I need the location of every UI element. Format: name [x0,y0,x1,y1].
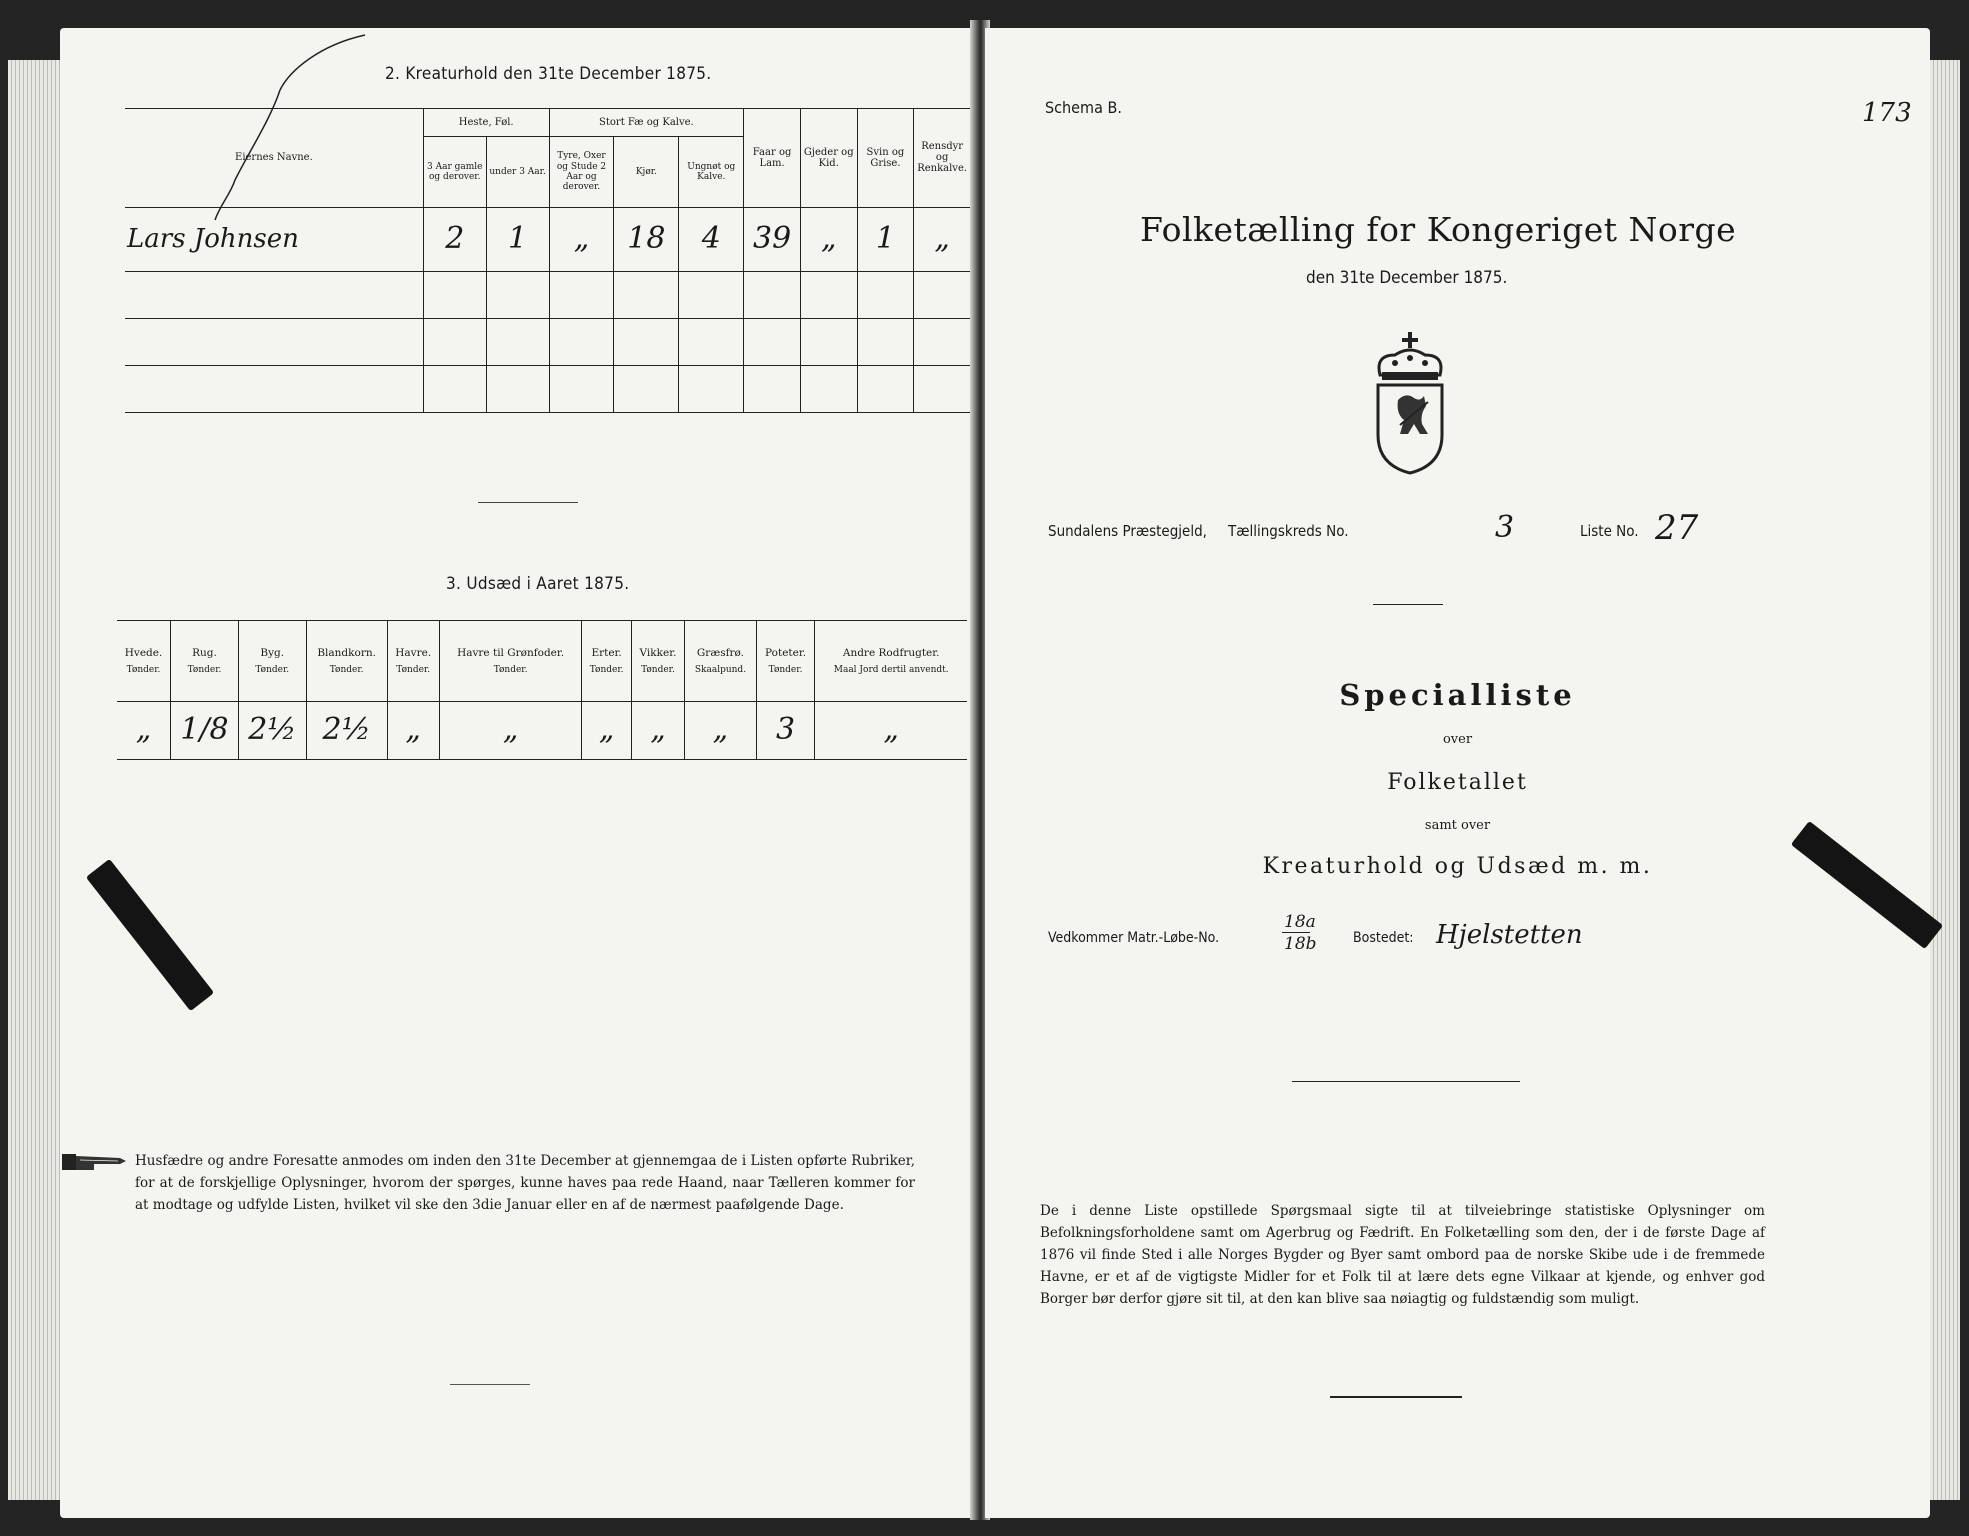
faar-header: Faar og Lam. [744,109,801,208]
seed-header-name: Erter. [591,646,622,659]
matr-label: Vedkommer Matr.-Løbe-No. [1048,930,1220,946]
liste-label: Liste No. [1580,522,1639,540]
stort-a-header: Tyre, Oxer og Stude 2 Aar og derover. [549,137,614,207]
section2-title: 2. Kreaturhold den 31te December 1875. [385,64,712,84]
seed-header [631,621,684,702]
seed-header-unit: Tønder. [641,664,675,675]
over-text: over [1442,732,1473,747]
seed-header-name: Byg. [260,646,285,659]
section3-title: 3. Udsæd i Aaret 1875. [446,574,630,594]
matr-value-top: 18a [1284,912,1316,932]
seed-header-unit: Tønder. [126,664,161,675]
heste-a-cell: 2 [423,207,486,272]
seed-header-unit: Tønder. [768,664,803,675]
rensdyr-cell: „ [914,207,970,272]
svin-cell: 1 [857,207,914,272]
seed-header-name: Poteter. [765,646,807,659]
table-row [117,701,967,759]
fraction-line [1282,932,1310,933]
table-row [125,366,970,413]
seed-header-name: Blandkorn. [317,646,376,659]
seed-header [387,621,439,702]
bostedet-label: Bostedet: [1353,930,1414,946]
rensdyr-header: Rensdyr og Renkalve. [914,109,970,208]
divider [1373,604,1443,605]
folketallet-heading: Folketallet [1387,770,1528,795]
seed-header-unit: Skaalpund. [694,664,747,675]
matr-value-bottom: 18b [1284,934,1317,954]
right-page-edges [1930,60,1960,1500]
bostedet-value: Hjelstetten [1436,920,1583,950]
gjeder-header: Gjeder og Kid. [800,109,857,208]
seed-value-cell: „ [439,701,582,759]
liste-value: 27 [1655,508,1699,548]
seed-header-name: Rug. [192,646,217,659]
seed-header [756,621,815,702]
samt-over-text: samt over [1424,818,1491,833]
gjeder-cell: „ [800,207,857,272]
divider [1292,1081,1520,1082]
kreatur-heading: Kreaturhold og Udsæd m. m. [1262,854,1653,879]
kreds-label: Tællingskreds No. [1228,522,1349,540]
stort-b-header: Kjør. [614,137,679,207]
stort-b-cell: 18 [614,207,679,272]
seed-header [238,621,306,702]
stort-header: Stort Fæ og Kalve. [549,109,744,137]
pointing-hand-icon [60,1150,128,1174]
kreds-value: 3 [1495,510,1515,545]
table-row [125,319,970,366]
seed-value-cell: „ [117,701,171,759]
owner-cell: Lars Johnsen [125,207,423,272]
page-title: Folketælling for Kongeriget Norge [1140,210,1737,249]
notice-paragraph: Husfædre og andre Foresatte anmodes om inden den 31te December at gjennemgaa de i Listen opførte Rubriker, for at de forskjellige Oplysninger, hvorom der spørges, kunne haves paa rede Haand, naar Tælleren kommer for at modtage og udfylde Listen, hvilket vil ske den 3die Januar eller en af de nærmest paafølgende Dage. [135,1153,915,1213]
seed-value-cell: 1/8 [171,701,239,759]
seed-header-name: Græsfrø. [696,646,744,659]
page-number: 173 [1862,98,1912,128]
seed-header [306,621,387,702]
left-page-edges [8,60,60,1500]
seed-header [582,621,631,702]
special-heading: Specialliste [1339,678,1576,712]
divider [1330,1396,1462,1398]
seed-header-name: Vikker. [639,646,677,659]
seed-header-unit: Tønder. [396,664,431,675]
info-paragraph: De i denne Liste opstillede Spørgsmaal sigte til at tilveiebringe statistiske Oplysninger om Befolkningsforholdene samt om Agerbrug og Fædrift. En Folketælling som den, der i de første Dage af 1876 vil finde Sted i alle Norges Bygder og Byer samt ombord paa de norske Skibe ude i de fremmede Havne, er et af de vigtigste Midler for et Folk til at lære dets egne Vilkaar at kjende, og enhver god Borger bør derfor gjøre sit til, at den kan blive saa nøiagtig og fuldstændig som muligt. [1040,1203,1765,1307]
seed-header-name: Hvede. [124,646,163,659]
seed-value-cell: 3 [756,701,815,759]
stort-c-header: Ungnøt og Kalve. [679,137,744,207]
seed-header [439,621,582,702]
seed-value-cell: „ [631,701,684,759]
seed-value-cell: „ [582,701,631,759]
seed-value-cell: 2½ [306,701,387,759]
seed-value-cell: 2½ [238,701,306,759]
seed-header [171,621,239,702]
faar-cell: 39 [744,207,801,272]
owner-header: Eiernes Navne. [125,109,423,208]
heste-b-header: under 3 Aar. [486,137,549,207]
seed-table [117,620,967,760]
seed-value-cell: „ [815,701,967,759]
seed-header-name: Havre. [395,646,432,659]
seed-header-unit: Tønder. [255,664,290,675]
seed-header [685,621,757,702]
seed-header [117,621,171,702]
stort-c-cell: 4 [679,207,744,272]
seed-value-cell: „ [387,701,439,759]
stort-a-cell: „ [549,207,614,272]
seed-header-unit: Maal Jord dertil anvendt. [833,664,949,675]
seed-value-cell: „ [685,701,757,759]
seed-header-unit: Tønder. [589,664,624,675]
prestegjeld-label: Sundalens Præstegjeld, [1048,522,1207,540]
page-subtitle: den 31te December 1875. [1306,268,1508,288]
table-row [125,272,970,319]
heste-a-header: 3 Aar gamle og derover. [423,137,486,207]
divider [450,1384,530,1385]
table-row [125,207,970,272]
divider [478,502,578,503]
seed-header-unit: Tønder. [187,664,222,675]
seed-header-unit: Tønder. [493,664,528,675]
seed-header [815,621,967,702]
svin-header: Svin og Grise. [857,109,914,208]
heste-header: Heste, Føl. [423,109,549,137]
coat-of-arms-icon [1370,330,1450,475]
seed-header-name: Havre til Grønfoder. [457,646,565,659]
seed-header-name: Andre Rodfrugter. [842,646,940,659]
seed-header-unit: Tønder. [329,664,364,675]
heste-b-cell: 1 [486,207,549,272]
livestock-table [125,108,970,413]
schema-label: Schema B. [1045,98,1122,117]
